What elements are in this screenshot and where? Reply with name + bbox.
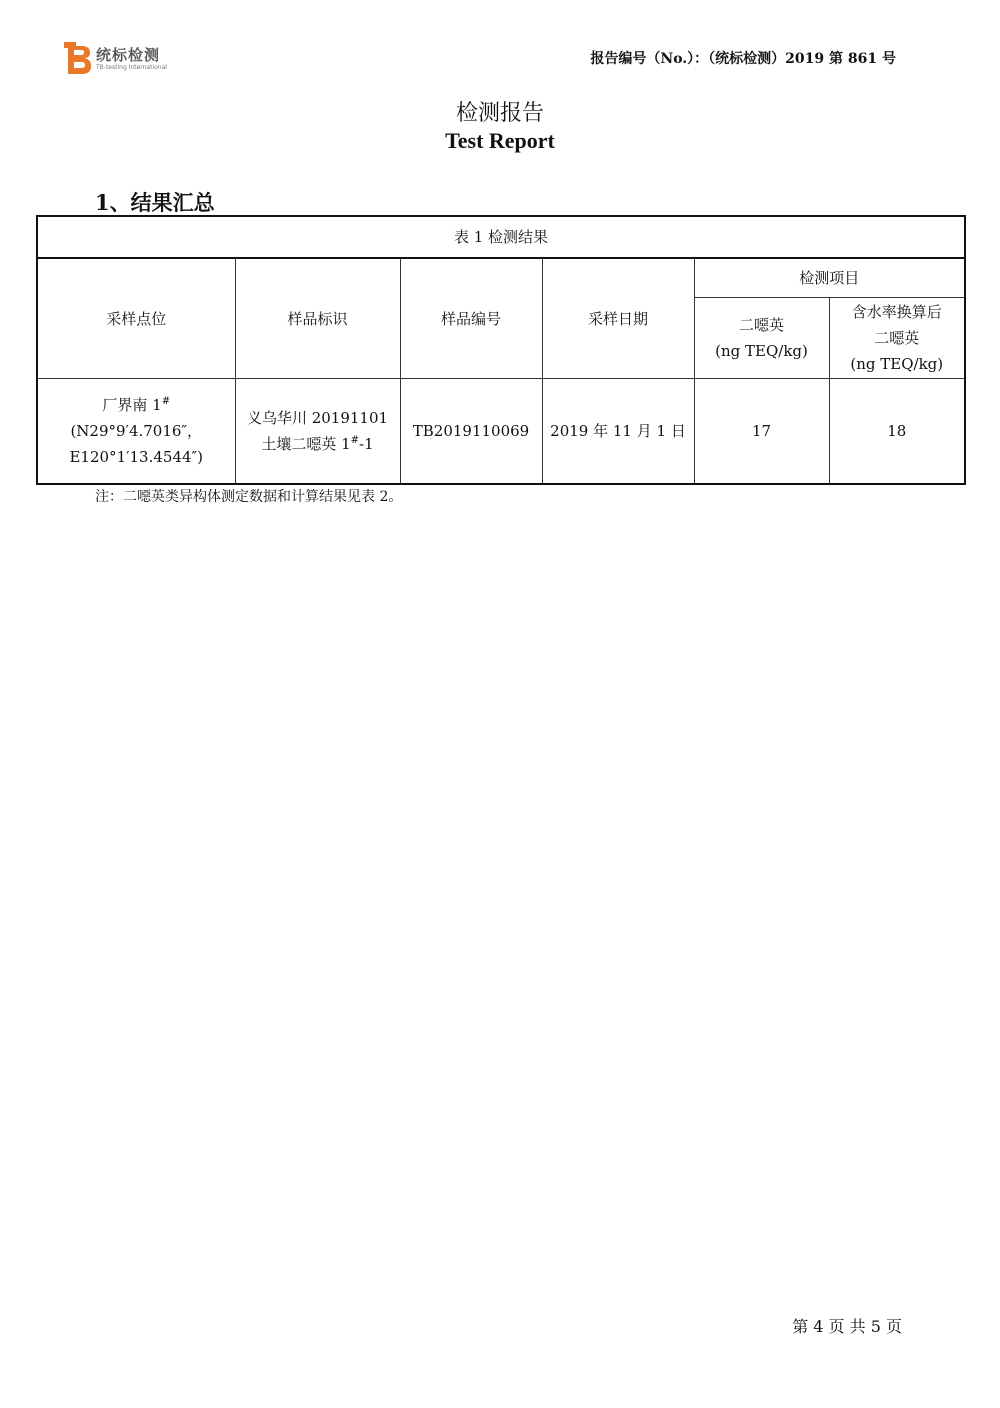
table-note: 注：二噁英类异构体测定数据和计算结果见表 2。 bbox=[95, 489, 403, 505]
location-lat: (N29°9′4.7016″， bbox=[70, 422, 203, 440]
section-title: 1、结果汇总 bbox=[95, 190, 215, 215]
header-converted-unit: (ng TEQ/kg) bbox=[850, 355, 944, 373]
label-line2-suffix: -1 bbox=[359, 435, 374, 453]
label-sup: # bbox=[350, 435, 360, 446]
page-number: 第 4 页 共 5 页 bbox=[792, 1317, 902, 1336]
header-dioxin-unit: (ng TEQ/kg) bbox=[715, 342, 808, 360]
cell-converted: 18 bbox=[829, 379, 965, 485]
label-line2-text: 土壤二噁英 1 bbox=[261, 435, 351, 453]
cell-dioxin: 17 bbox=[694, 379, 829, 485]
header-dioxin-name: 二噁英 bbox=[738, 316, 784, 334]
page-title-cn: 检测报告 bbox=[455, 101, 544, 126]
label-line2 bbox=[240, 431, 396, 457]
header-converted-line1: 含水率换算后 bbox=[851, 303, 942, 321]
page-title-en: Test Report bbox=[445, 128, 555, 153]
table-caption: 表 1 检测结果 bbox=[37, 216, 965, 258]
location-lon: E120°1′13.4544″) bbox=[69, 448, 203, 466]
tb-logo-icon bbox=[64, 42, 92, 74]
header-location: 采样点位 bbox=[37, 258, 235, 379]
header-dioxin bbox=[694, 298, 829, 379]
logo-subtitle: TB-testing International bbox=[96, 64, 167, 71]
header-converted-dioxin bbox=[829, 298, 965, 379]
table-caption-row bbox=[37, 216, 965, 258]
location-sup: # bbox=[161, 396, 171, 407]
header-sample-label: 样品标识 bbox=[235, 258, 400, 379]
company-logo bbox=[64, 40, 184, 76]
report-number: 报告编号（No.）：（统标检测）2019 第 861 号 bbox=[590, 51, 896, 67]
table-row bbox=[37, 379, 965, 485]
results-table bbox=[36, 215, 966, 485]
table-header-row bbox=[37, 258, 965, 298]
header-items-group: 检测项目 bbox=[694, 258, 965, 298]
cell-sample-label bbox=[235, 379, 400, 485]
label-line1: 义乌华川 20191101 bbox=[246, 409, 389, 427]
cell-location bbox=[37, 379, 235, 485]
logo-name: 统标检测 bbox=[96, 46, 161, 64]
cell-sample-no: TB2019110069 bbox=[400, 379, 542, 485]
cell-sample-date: 2019 年 11 月 1 日 bbox=[542, 379, 694, 485]
location-name bbox=[42, 392, 231, 418]
header-converted-line2: 二噁英 bbox=[874, 329, 920, 347]
header-sample-no: 样品编号 bbox=[400, 258, 542, 379]
header-sample-date: 采样日期 bbox=[542, 258, 694, 379]
location-name-text: 厂界南 1 bbox=[102, 396, 162, 414]
